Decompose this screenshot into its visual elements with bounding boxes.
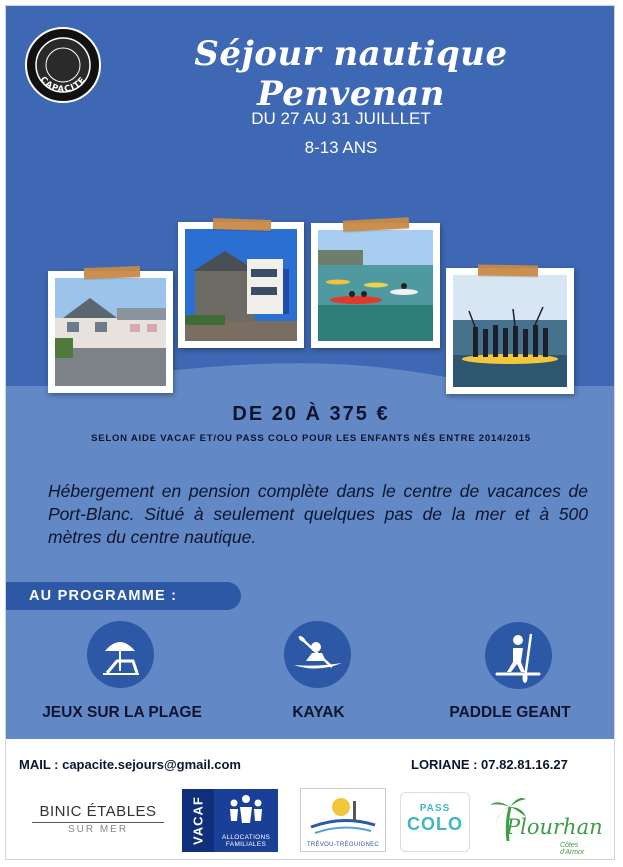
dates-text: DU 27 AU 31 JUILLLET <box>251 109 431 128</box>
trevou-logo <box>300 788 386 852</box>
price-range: DE 20 À 375 € <box>232 403 390 425</box>
description: Hébergement en pension complète dans le centre de vacances de Port-Blanc. Situé à seulement quelques pas de la mer et à 500 mètres du centre nautique. <box>48 481 588 547</box>
dates-block <box>136 104 546 162</box>
trevou-text: TRÉVOU-TRÉGUIGNEC <box>306 842 380 848</box>
contact-mail: MAIL : capacite.sejours@gmail.com <box>19 757 241 772</box>
activity-label: PADDLE GEANT <box>449 704 571 721</box>
colo-text: COLO <box>407 814 463 834</box>
caf-text: ALLOCATIONS FAMILIALES <box>221 834 271 848</box>
poster <box>5 5 615 860</box>
photo-tape <box>84 266 140 279</box>
plourhan-subtext: Côtes d'Armor <box>560 842 585 856</box>
binic-line1: BINIC ÉTABLES <box>32 803 164 823</box>
kayak-icon <box>284 621 351 688</box>
programme-heading: AU PROGRAMME : <box>5 582 241 610</box>
page-title: Séjour nautique Penvenan <box>194 34 508 114</box>
photo-tape <box>478 264 538 276</box>
vacaf-text: VACAF <box>182 789 214 852</box>
activity-label: JEUX SUR LA PLAGE <box>42 704 202 721</box>
vacaf-caf-logo <box>182 789 278 852</box>
binic-etables-logo <box>32 803 164 835</box>
photo-tape <box>213 218 271 231</box>
house-photo <box>178 222 304 348</box>
paddle-photo <box>446 268 574 394</box>
plourhan-text: Plourhan <box>506 815 603 839</box>
paddle-icon <box>485 622 552 689</box>
plourhan-logo <box>488 793 603 856</box>
contact-phone: LORIANE : 07.82.81.16.27 <box>411 757 568 772</box>
binic-line2: SUR MER <box>67 824 129 835</box>
caf-logo <box>214 789 278 852</box>
caf-figures-icon <box>214 789 278 829</box>
ages-text: 8-13 ANS <box>304 138 378 157</box>
pass-colo-logo <box>400 792 470 852</box>
activity-label: KAYAK <box>292 704 345 721</box>
beach-chair-icon <box>87 621 154 688</box>
pass-text: PASS <box>419 803 451 814</box>
kayak-photo <box>311 223 440 348</box>
price-note: SELON AIDE VACAF ET/OU PASS COLO POUR LES ENFANTS NÉS ENTRE 2014/2015 <box>91 433 531 444</box>
building-photo <box>48 271 173 393</box>
capacite-logo <box>24 26 102 104</box>
logo-text: CAPACITE <box>37 74 89 95</box>
